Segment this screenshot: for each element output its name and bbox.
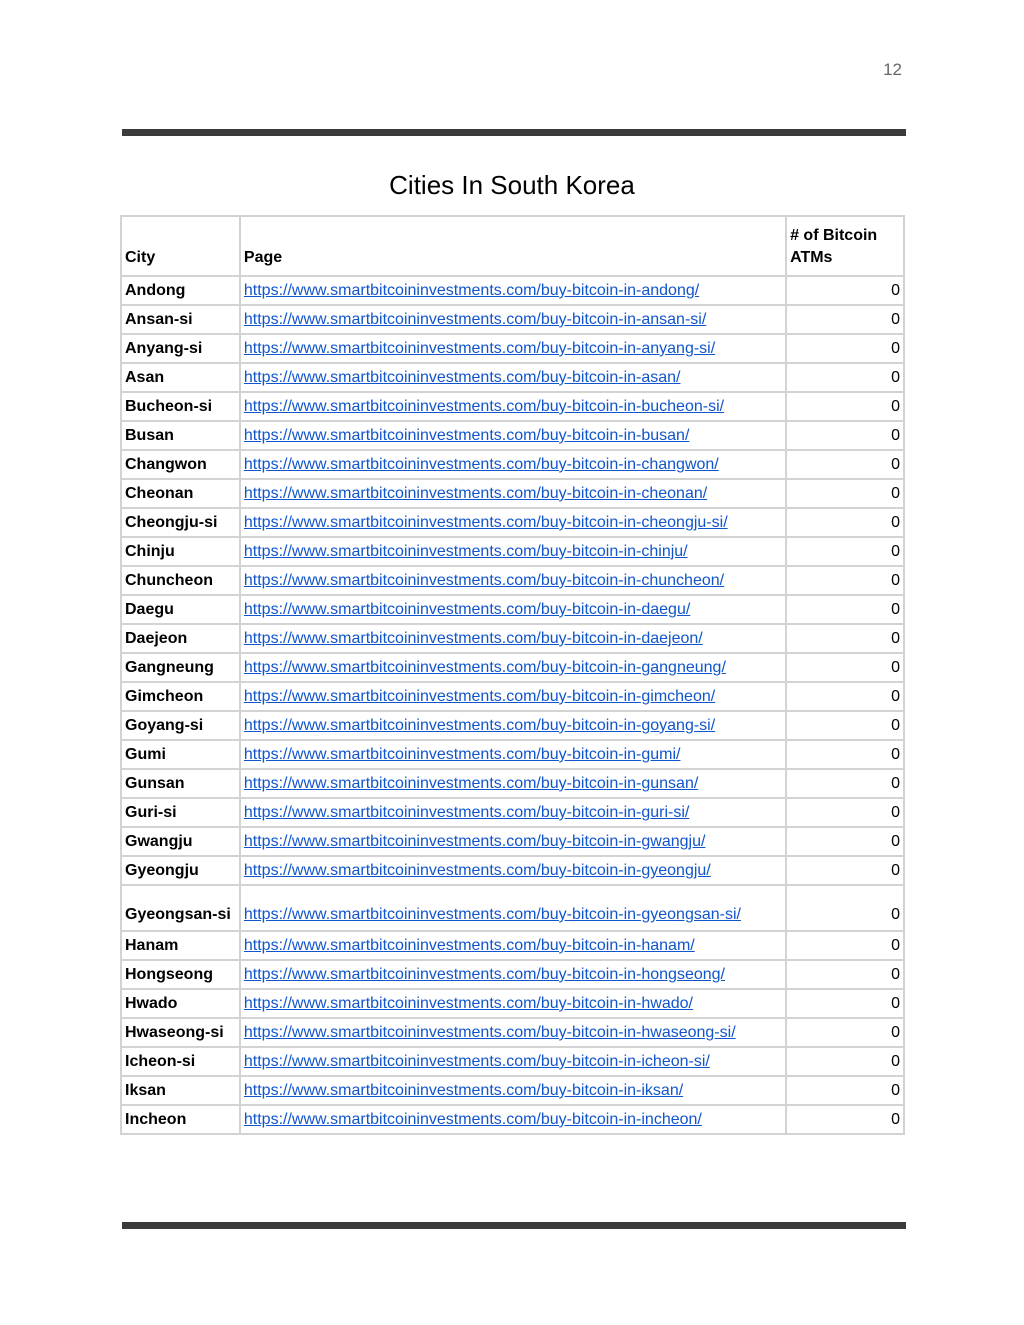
page-link[interactable]: https://www.smartbitcoininvestments.com/buy-bitcoin-in-asan/ <box>243 369 681 386</box>
page-link[interactable]: https://www.smartbitcoininvestments.com/buy-bitcoin-in-gumi/ <box>243 746 681 763</box>
page-link[interactable]: https://www.smartbitcoininvestments.com/buy-bitcoin-in-busan/ <box>243 427 690 444</box>
city-cell: Daejeon <box>121 624 240 653</box>
page-link[interactable]: https://www.smartbitcoininvestments.com/buy-bitcoin-in-gangneung/ <box>243 659 726 676</box>
table-row <box>121 798 904 827</box>
city-cell: Gangneung <box>121 653 240 682</box>
atm-count-cell: 0 <box>786 653 904 682</box>
page-cell <box>240 711 786 740</box>
atm-count-cell: 0 <box>786 711 904 740</box>
city-cell: Hongseong <box>121 960 240 989</box>
page-link[interactable]: https://www.smartbitcoininvestments.com/buy-bitcoin-in-goyang-si/ <box>243 717 716 734</box>
table-row <box>121 276 904 305</box>
page-cell <box>240 1105 786 1134</box>
city-cell: Gyeongju <box>121 856 240 885</box>
city-cell: Guri-si <box>121 798 240 827</box>
table-row <box>121 1105 904 1134</box>
table-row <box>121 827 904 856</box>
city-cell: Gimcheon <box>121 682 240 711</box>
atm-count-cell: 0 <box>786 450 904 479</box>
atm-count-cell: 0 <box>786 989 904 1018</box>
page-cell <box>240 1018 786 1047</box>
atm-count-cell: 0 <box>786 392 904 421</box>
table-row <box>121 392 904 421</box>
atm-count-cell: 0 <box>786 960 904 989</box>
page-link[interactable]: https://www.smartbitcoininvestments.com/buy-bitcoin-in-andong/ <box>243 282 700 299</box>
table-row <box>121 740 904 769</box>
atm-count-cell: 0 <box>786 931 904 960</box>
bottom-divider <box>122 1222 906 1229</box>
city-cell: Gumi <box>121 740 240 769</box>
page-cell <box>240 769 786 798</box>
page-cell <box>240 653 786 682</box>
city-cell: Iksan <box>121 1076 240 1105</box>
city-cell: Daegu <box>121 595 240 624</box>
page-link[interactable]: https://www.smartbitcoininvestments.com/buy-bitcoin-in-gyeongsan-si/ <box>243 906 741 923</box>
atm-count-cell: 0 <box>786 595 904 624</box>
page-link[interactable]: https://www.smartbitcoininvestments.com/buy-bitcoin-in-guri-si/ <box>243 804 690 821</box>
page-cell <box>240 856 786 885</box>
table-row <box>121 653 904 682</box>
table-row <box>121 1018 904 1047</box>
atm-count-cell: 0 <box>786 798 904 827</box>
city-cell: Gyeongsan-si <box>121 885 240 931</box>
page-cell <box>240 885 786 931</box>
page-link[interactable]: https://www.smartbitcoininvestments.com/buy-bitcoin-in-daegu/ <box>243 601 691 618</box>
atm-count-cell: 0 <box>786 1076 904 1105</box>
atm-count-cell: 0 <box>786 508 904 537</box>
page-cell <box>240 421 786 450</box>
city-cell: Chinju <box>121 537 240 566</box>
city-cell: Ansan-si <box>121 305 240 334</box>
table-row <box>121 989 904 1018</box>
table-row <box>121 885 904 931</box>
page-cell <box>240 479 786 508</box>
atm-count-cell: 0 <box>786 769 904 798</box>
page-cell <box>240 305 786 334</box>
page-cell <box>240 931 786 960</box>
top-divider <box>122 129 906 136</box>
page-cell <box>240 537 786 566</box>
city-cell: Hanam <box>121 931 240 960</box>
city-cell: Incheon <box>121 1105 240 1134</box>
atm-count-cell: 0 <box>786 1018 904 1047</box>
table-row <box>121 305 904 334</box>
table-row <box>121 769 904 798</box>
atm-count-cell: 0 <box>786 479 904 508</box>
city-cell: Gwangju <box>121 827 240 856</box>
page-title: Cities In South Korea <box>389 170 635 200</box>
table-row <box>121 537 904 566</box>
table-row <box>121 931 904 960</box>
page-link[interactable]: https://www.smartbitcoininvestments.com/buy-bitcoin-in-cheonan/ <box>243 485 708 502</box>
atm-count-cell: 0 <box>786 1105 904 1134</box>
atm-count-cell: 0 <box>786 682 904 711</box>
page-link[interactable]: https://www.smartbitcoininvestments.com/buy-bitcoin-in-iksan/ <box>243 1082 684 1099</box>
table-header-row <box>121 216 904 276</box>
page-cell <box>240 334 786 363</box>
page-cell <box>240 798 786 827</box>
page-link[interactable]: https://www.smartbitcoininvestments.com/buy-bitcoin-in-changwon/ <box>243 456 719 473</box>
page-cell <box>240 595 786 624</box>
page-cell <box>240 363 786 392</box>
page-cell <box>240 827 786 856</box>
page-link[interactable]: https://www.smartbitcoininvestments.com/buy-bitcoin-in-gyeongju/ <box>243 862 711 879</box>
page-link[interactable]: https://www.smartbitcoininvestments.com/buy-bitcoin-in-anyang-si/ <box>243 340 716 357</box>
cities-table <box>120 215 905 1135</box>
city-cell: Anyang-si <box>121 334 240 363</box>
table-row <box>121 363 904 392</box>
page-link[interactable]: https://www.smartbitcoininvestments.com/buy-bitcoin-in-daejeon/ <box>243 630 703 647</box>
table-row <box>121 1047 904 1076</box>
page-link[interactable]: https://www.smartbitcoininvestments.com/buy-bitcoin-in-incheon/ <box>243 1111 702 1128</box>
page-link[interactable]: https://www.smartbitcoininvestments.com/buy-bitcoin-in-chinju/ <box>243 543 688 560</box>
atm-count-cell: 0 <box>786 566 904 595</box>
page-link[interactable]: https://www.smartbitcoininvestments.com/buy-bitcoin-in-bucheon-si/ <box>243 398 725 415</box>
city-cell: Hwaseong-si <box>121 1018 240 1047</box>
atm-count-cell: 0 <box>786 421 904 450</box>
city-cell: Asan <box>121 363 240 392</box>
page-cell <box>240 566 786 595</box>
page-link[interactable]: https://www.smartbitcoininvestments.com/buy-bitcoin-in-hanam/ <box>243 937 695 954</box>
city-cell: Andong <box>121 276 240 305</box>
atm-count-cell: 0 <box>786 885 904 931</box>
page-link[interactable]: https://www.smartbitcoininvestments.com/buy-bitcoin-in-hwado/ <box>243 995 693 1012</box>
page-link[interactable]: https://www.smartbitcoininvestments.com/buy-bitcoin-in-ansan-si/ <box>243 311 707 328</box>
page-link[interactable]: https://www.smartbitcoininvestments.com/buy-bitcoin-in-hongseong/ <box>243 966 725 983</box>
table-row <box>121 624 904 653</box>
atm-count-cell: 0 <box>786 827 904 856</box>
atm-count-cell: 0 <box>786 624 904 653</box>
page-link[interactable]: https://www.smartbitcoininvestments.com/buy-bitcoin-in-cheongju-si/ <box>243 514 728 531</box>
atm-count-cell: 0 <box>786 856 904 885</box>
table-row <box>121 711 904 740</box>
header-city: City <box>121 216 240 276</box>
table-row <box>121 856 904 885</box>
header-page: Page <box>240 216 786 276</box>
city-cell: Hwado <box>121 989 240 1018</box>
city-cell: Icheon-si <box>121 1047 240 1076</box>
page-cell <box>240 740 786 769</box>
page-cell <box>240 960 786 989</box>
header-atms: # of Bitcoin ATMs <box>786 216 904 276</box>
city-cell: Cheonan <box>121 479 240 508</box>
page-cell <box>240 1076 786 1105</box>
city-cell: Cheongju-si <box>121 508 240 537</box>
page-number: 12 <box>883 60 902 79</box>
page-cell <box>240 989 786 1018</box>
atm-count-cell: 0 <box>786 305 904 334</box>
page-link[interactable]: https://www.smartbitcoininvestments.com/buy-bitcoin-in-gwangju/ <box>243 833 706 850</box>
table-row <box>121 479 904 508</box>
table-row <box>121 450 904 479</box>
table-body <box>121 276 904 1134</box>
page-link[interactable]: https://www.smartbitcoininvestments.com/buy-bitcoin-in-hwaseong-si/ <box>243 1024 736 1041</box>
city-cell: Goyang-si <box>121 711 240 740</box>
table-row <box>121 595 904 624</box>
page-cell <box>240 508 786 537</box>
table-row <box>121 682 904 711</box>
page-link[interactable]: https://www.smartbitcoininvestments.com/buy-bitcoin-in-chuncheon/ <box>243 572 725 589</box>
page-cell <box>240 450 786 479</box>
page-cell <box>240 624 786 653</box>
city-cell: Gunsan <box>121 769 240 798</box>
page-cell <box>240 392 786 421</box>
page-link[interactable]: https://www.smartbitcoininvestments.com/buy-bitcoin-in-gunsan/ <box>243 775 699 792</box>
page-cell <box>240 682 786 711</box>
page-link[interactable]: https://www.smartbitcoininvestments.com/buy-bitcoin-in-icheon-si/ <box>243 1053 710 1070</box>
city-cell: Bucheon-si <box>121 392 240 421</box>
city-cell: Chuncheon <box>121 566 240 595</box>
city-cell: Busan <box>121 421 240 450</box>
table-row <box>121 566 904 595</box>
city-cell: Changwon <box>121 450 240 479</box>
page-cell <box>240 276 786 305</box>
page-link[interactable]: https://www.smartbitcoininvestments.com/buy-bitcoin-in-gimcheon/ <box>243 688 716 705</box>
table-row <box>121 421 904 450</box>
table-row <box>121 508 904 537</box>
table-row <box>121 334 904 363</box>
table-row <box>121 960 904 989</box>
atm-count-cell: 0 <box>786 740 904 769</box>
atm-count-cell: 0 <box>786 363 904 392</box>
atm-count-cell: 0 <box>786 1047 904 1076</box>
atm-count-cell: 0 <box>786 276 904 305</box>
atm-count-cell: 0 <box>786 537 904 566</box>
page-cell <box>240 1047 786 1076</box>
atm-count-cell: 0 <box>786 334 904 363</box>
table-row <box>121 1076 904 1105</box>
